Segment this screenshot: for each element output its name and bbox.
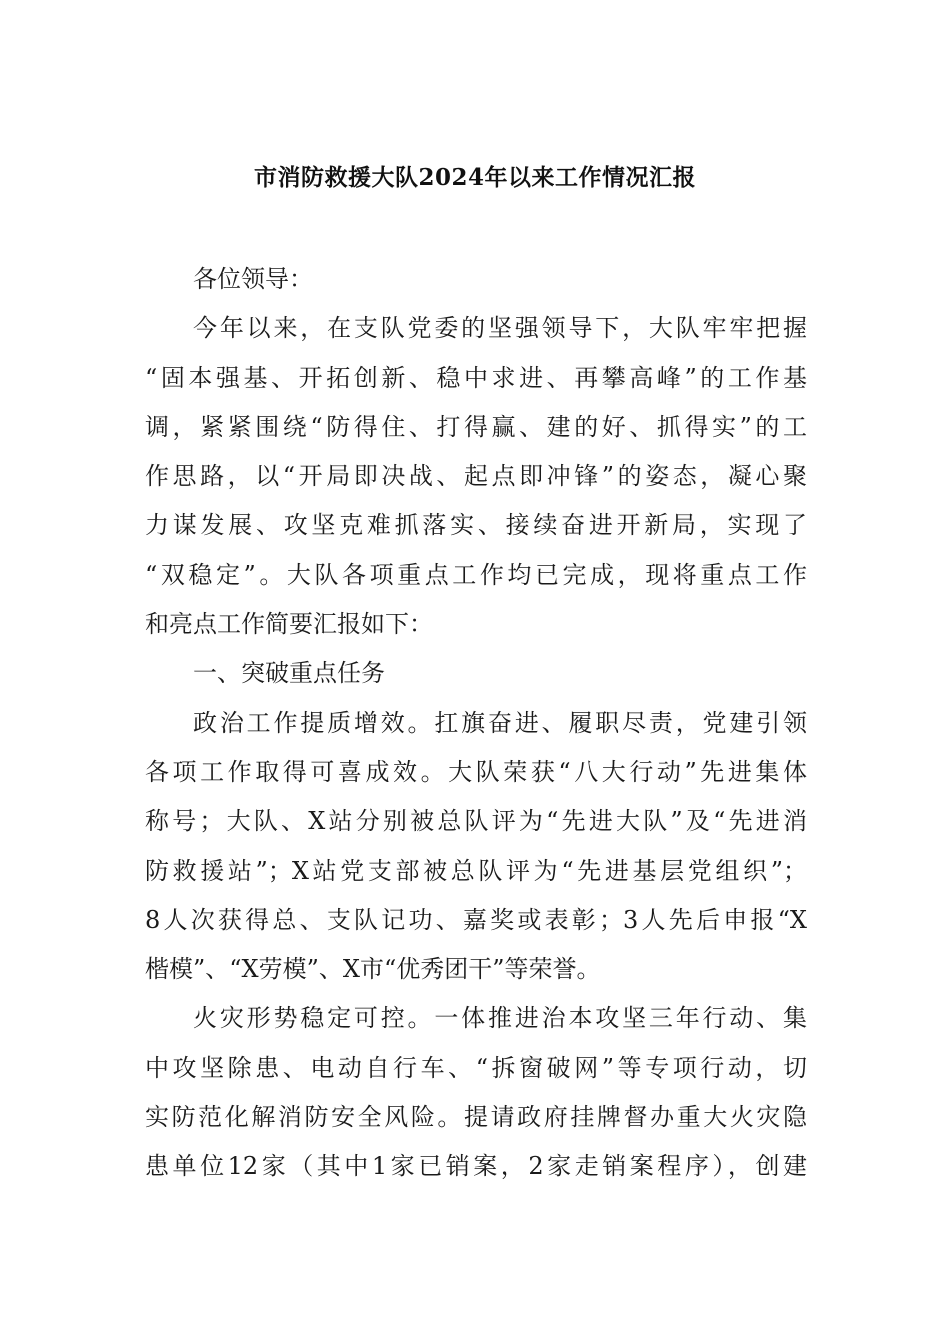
paragraph-line: 中攻坚除患、电动自行车、“拆窗破网”等专项行动，切 [145,1053,807,1082]
paragraph-line: 防救援站”；X站党支部被总队评为“先进基层党组织”； [145,856,807,885]
paragraph-line: 患单位12家（其中1家已销案，2家走销案程序），创建 [145,1152,807,1181]
paragraph-line: 政治工作提质增效。扛旗奋进、履职尽责，党建引领 [193,708,807,737]
paragraph-line: 各项工作取得可喜成效。大队荣获“八大行动”先进集体 [145,757,807,786]
paragraph-line: 今年以来，在支队党委的坚强领导下，大队牢牢把握 [193,314,807,343]
paragraph-line: 称号；大队、X站分别被总队评为“先进大队”及“先进消 [145,807,807,836]
paragraph-line: 实防范化解消防安全风险。提请政府挂牌督办重大火灾隐 [145,1103,807,1132]
paragraph-line: 8人次获得总、支队记功、嘉奖或表彰；3人先后申报“X [145,905,807,934]
document-title: 市消防救援大队2024年以来工作情况汇报 [253,164,696,191]
paragraph-line: 火灾形势稳定可控。一体推进治本攻坚三年行动、集 [193,1004,807,1033]
paragraph-line: 和亮点工作简要汇报如下： [145,610,433,639]
paragraph-line: 力谋发展、攻坚克难抓落实、接续奋进开新局，实现了 [145,511,807,540]
document-body [145,255,807,1192]
paragraph-line: 调，紧紧围绕“防得住、打得赢、建的好、抓得实”的工 [145,412,807,441]
section-heading: 一、突破重点任务 [193,659,385,688]
paragraph-line: 作思路，以“开局即决战、起点即冲锋”的姿态，凝心聚 [145,462,807,491]
salutation-line: 各位领导： [193,265,313,293]
paragraph-line: “固本强基、开拓创新、稳中求进、再攀高峰”的工作基 [145,363,807,392]
paragraph-line: “双稳定”。大队各项重点工作均已完成，现将重点工作 [145,560,807,589]
paragraph-line: 楷模”、“X劳模”、X市“优秀团干”等荣誉。 [145,955,601,984]
